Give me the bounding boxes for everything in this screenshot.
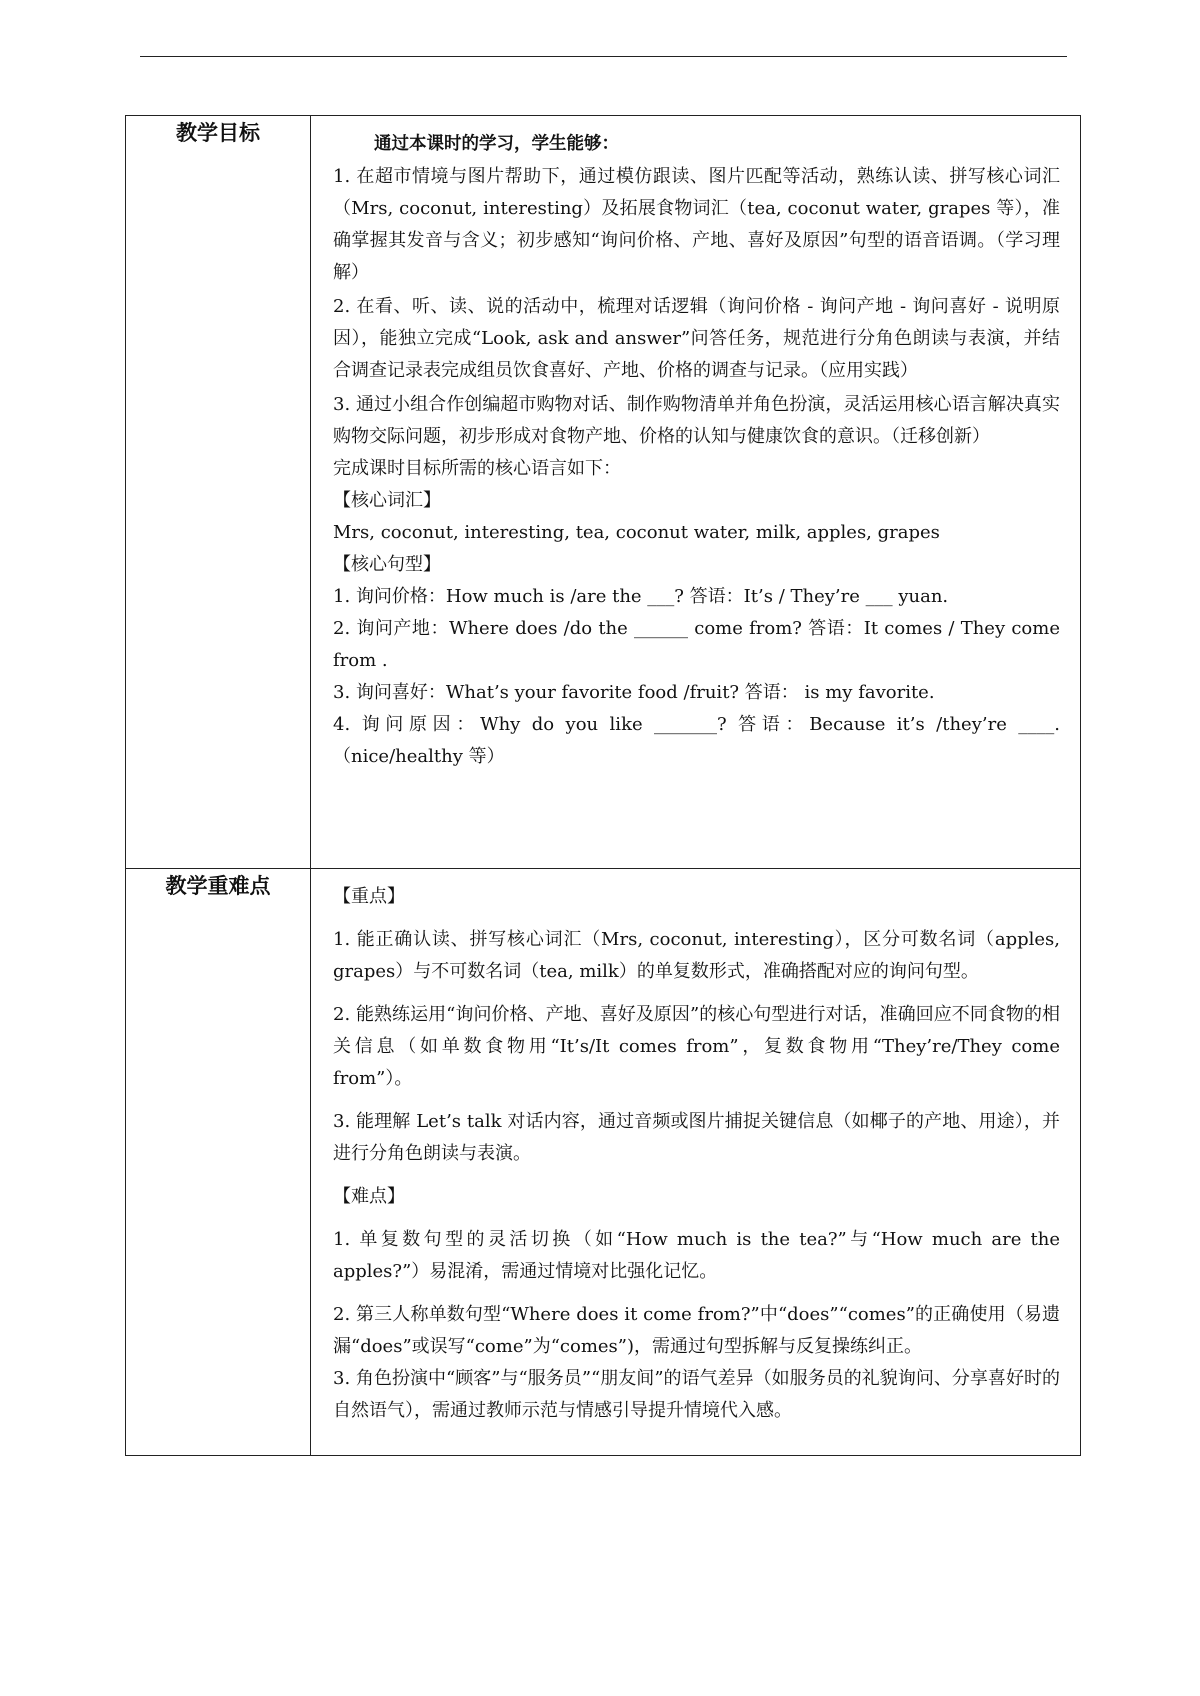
pattern-item: 2. 询问产地：Where does /do the ______ come from? 答语：It comes / They come from . — [333, 618, 1060, 671]
pattern-item: 3. 询问喜好：What’s your favorite food /fruit? 答语： is my favorite. — [333, 682, 935, 703]
focus-item: 1. 能正确认读、拼写核心词汇（Mrs, coconut, interesting），区分可数名词（apples, grapes）与不可数名词（tea, milk）的单复数形式，准确搭配对应的询问句型。 — [333, 929, 1060, 982]
patterns-heading: 【核心句型】 — [333, 554, 441, 575]
objectives-label: 教学目标 — [126, 116, 311, 869]
difficulty-item: 3. 角色扮演中“顾客”与“服务员”“朋友间”的语气差异（如服务员的礼貌询问、分享喜好时的自然语气），需通过教师示范与情感引导提升情境代入感。 — [333, 1368, 1060, 1421]
focus-item: 3. 能理解 Let’s talk 对话内容，通过音频或图片捕捉关键信息（如椰子的产地、用途），并进行分角色朗读与表演。 — [333, 1111, 1060, 1164]
core-language-intro: 完成课时目标所需的核心语言如下： — [333, 458, 621, 479]
focus-heading: 【重点】 — [333, 886, 405, 907]
objectives-content — [311, 116, 1081, 869]
objectives-row — [126, 116, 1081, 869]
pattern-item: 4. 询问原因：Why do you like _______? 答语：Because it’s /they’re ____.（nice/healthy 等） — [333, 714, 1060, 767]
objective-item: 2. 在看、听、读、说的活动中，梳理对话逻辑（询问价格 - 询问产地 - 询问喜好 - 说明原因），能独立完成“Look, ask and answer”问答任务，规范进行分角色朗读与表演，并结合调查记录表完成组员饮食喜好、产地、价格的调查与记录。（应用实践） — [333, 296, 1060, 381]
key-points-label: 教学重难点 — [126, 869, 311, 1456]
header-rule — [140, 56, 1067, 57]
focus-item: 2. 能熟练运用“询问价格、产地、喜好及原因”的核心句型进行对话，准确回应不同食物的相关信息（如单数食物用“It’s/It comes from”，复数食物用“They’re/They come from”）。 — [333, 1004, 1060, 1089]
key-points-content — [311, 869, 1081, 1456]
objective-item: 1. 在超市情境与图片帮助下，通过模仿跟读、图片匹配等活动，熟练认读、拼写核心词汇（Mrs, coconut, interesting）及拓展食物词汇（tea, coconut water, grapes 等），准确掌握其发音与含义；初步感知“询问价格、产地、喜好及原因”句型的语音语调。（学习理解） — [333, 166, 1060, 283]
vocab-heading: 【核心词汇】 — [333, 490, 441, 511]
lesson-plan-table — [125, 115, 1081, 1456]
pattern-item: 1. 询问价格：How much is /are the ___? 答语：It’s / They’re ___ yuan. — [333, 586, 949, 607]
difficulty-item: 1. 单复数句型的灵活切换（如“How much is the tea?”与“How much are the apples?”）易混淆，需通过情境对比强化记忆。 — [333, 1229, 1060, 1282]
objectives-intro: 通过本课时的学习，学生能够： — [374, 134, 619, 154]
difficulty-heading: 【难点】 — [333, 1186, 405, 1207]
objective-item: 3. 通过小组合作创编超市购物对话、制作购物清单并角色扮演，灵活运用核心语言解决真实购物交际问题，初步形成对食物产地、价格的认知与健康饮食的意识。（迁移创新） — [333, 394, 1060, 447]
difficulty-item: 2. 第三人称单数句型“Where does it come from?”中“does”“comes”的正确使用（易遗漏“does”或误写“come”为“comes”)，需通过句型拆解与反复操练纠正。 — [333, 1304, 1060, 1357]
vocab-list: Mrs, coconut, interesting, tea, coconut water, milk, apples, grapes — [333, 522, 940, 543]
key-points-row — [126, 869, 1081, 1456]
